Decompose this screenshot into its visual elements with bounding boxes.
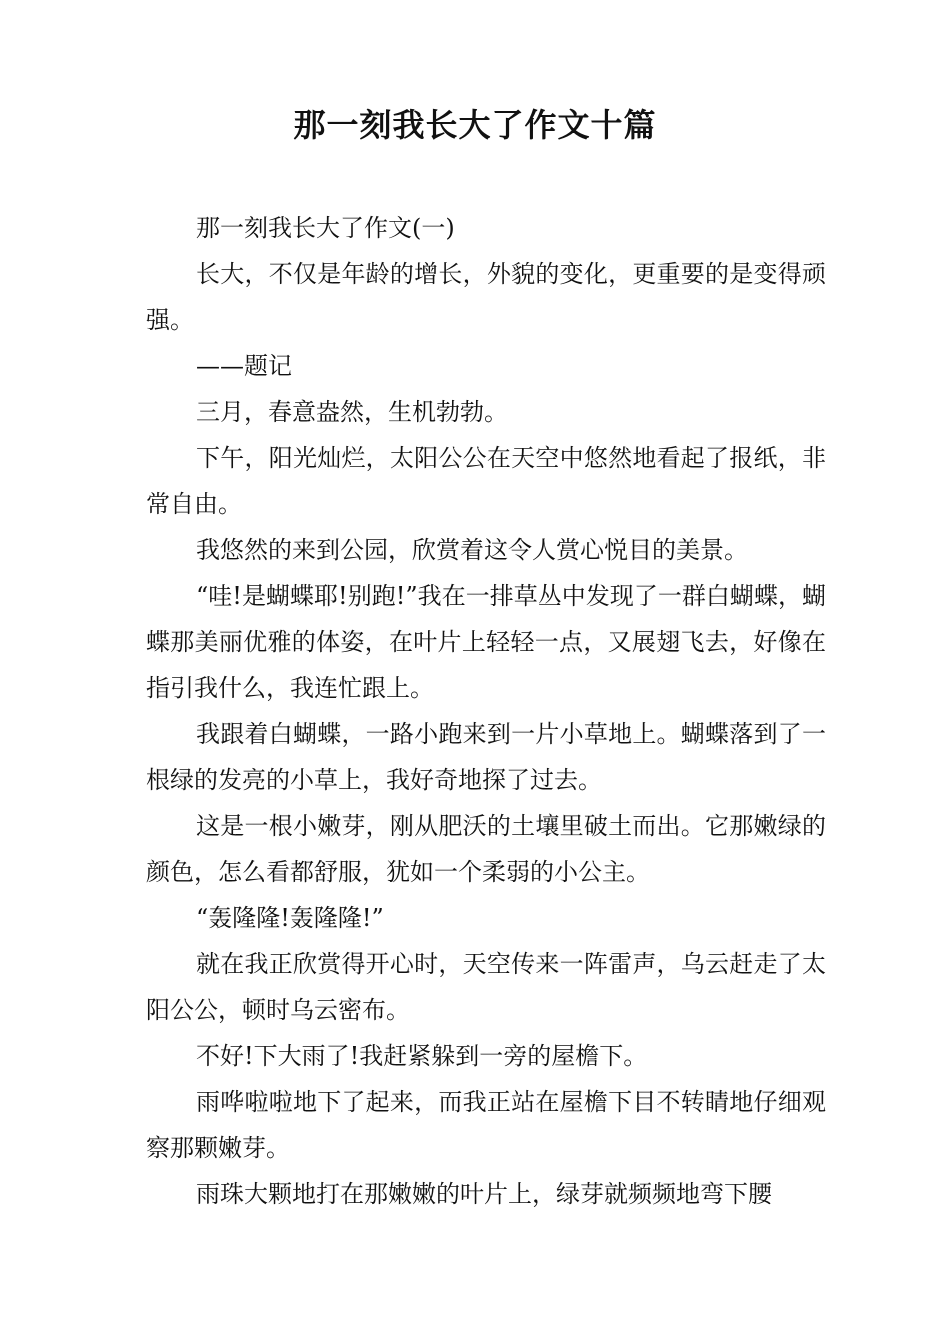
paragraph: 那一刻我长大了作文(一) — [196, 214, 455, 242]
paragraph: ——题记 — [196, 352, 292, 380]
paragraph: 这是一根小嫩芽，刚从肥沃的土壤里破土而出。它那嫩绿的颜色，怎么看都舒服，犹如一个柔弱的小公主。 — [146, 812, 826, 886]
paragraph: 雨珠大颗地打在那嫩嫩的叶片上，绿芽就频频地弯下腰 — [196, 1180, 772, 1208]
paragraph: “轰隆隆!轰隆隆!” — [196, 904, 384, 932]
paragraph: 雨哗啦啦地下了起来，而我正站在屋檐下目不转睛地仔细观察那颗嫩芽。 — [146, 1088, 826, 1162]
document-body — [146, 205, 826, 1217]
paragraph: 三月，春意盎然，生机勃勃。 — [196, 398, 508, 426]
paragraph: “哇!是蝴蝶耶!别跑!”我在一排草丛中发现了一群白蝴蝶，蝴蝶那美丽优雅的体姿，在叶片上轻轻一点，又展翅飞去，好像在指引我什么，我连忙跟上。 — [146, 582, 826, 702]
paragraph: 下午，阳光灿烂，太阳公公在天空中悠然地看起了报纸，非常自由。 — [146, 444, 826, 518]
paragraph: 我跟着白蝴蝶，一路小跑来到一片小草地上。蝴蝶落到了一根绿的发亮的小草上，我好奇地探了过去。 — [146, 720, 826, 794]
document-title: 那一刻我长大了作文十篇 — [293, 106, 657, 144]
paragraph: 我悠然的来到公园，欣赏着这令人赏心悦目的美景。 — [196, 536, 748, 564]
paragraph: 长大，不仅是年龄的增长，外貌的变化，更重要的是变得顽强。 — [146, 260, 826, 334]
paragraph: 不好!下大雨了!我赶紧躲到一旁的屋檐下。 — [196, 1042, 648, 1070]
paragraph: 就在我正欣赏得开心时，天空传来一阵雷声，乌云赶走了太阳公公，顿时乌云密布。 — [146, 950, 826, 1024]
